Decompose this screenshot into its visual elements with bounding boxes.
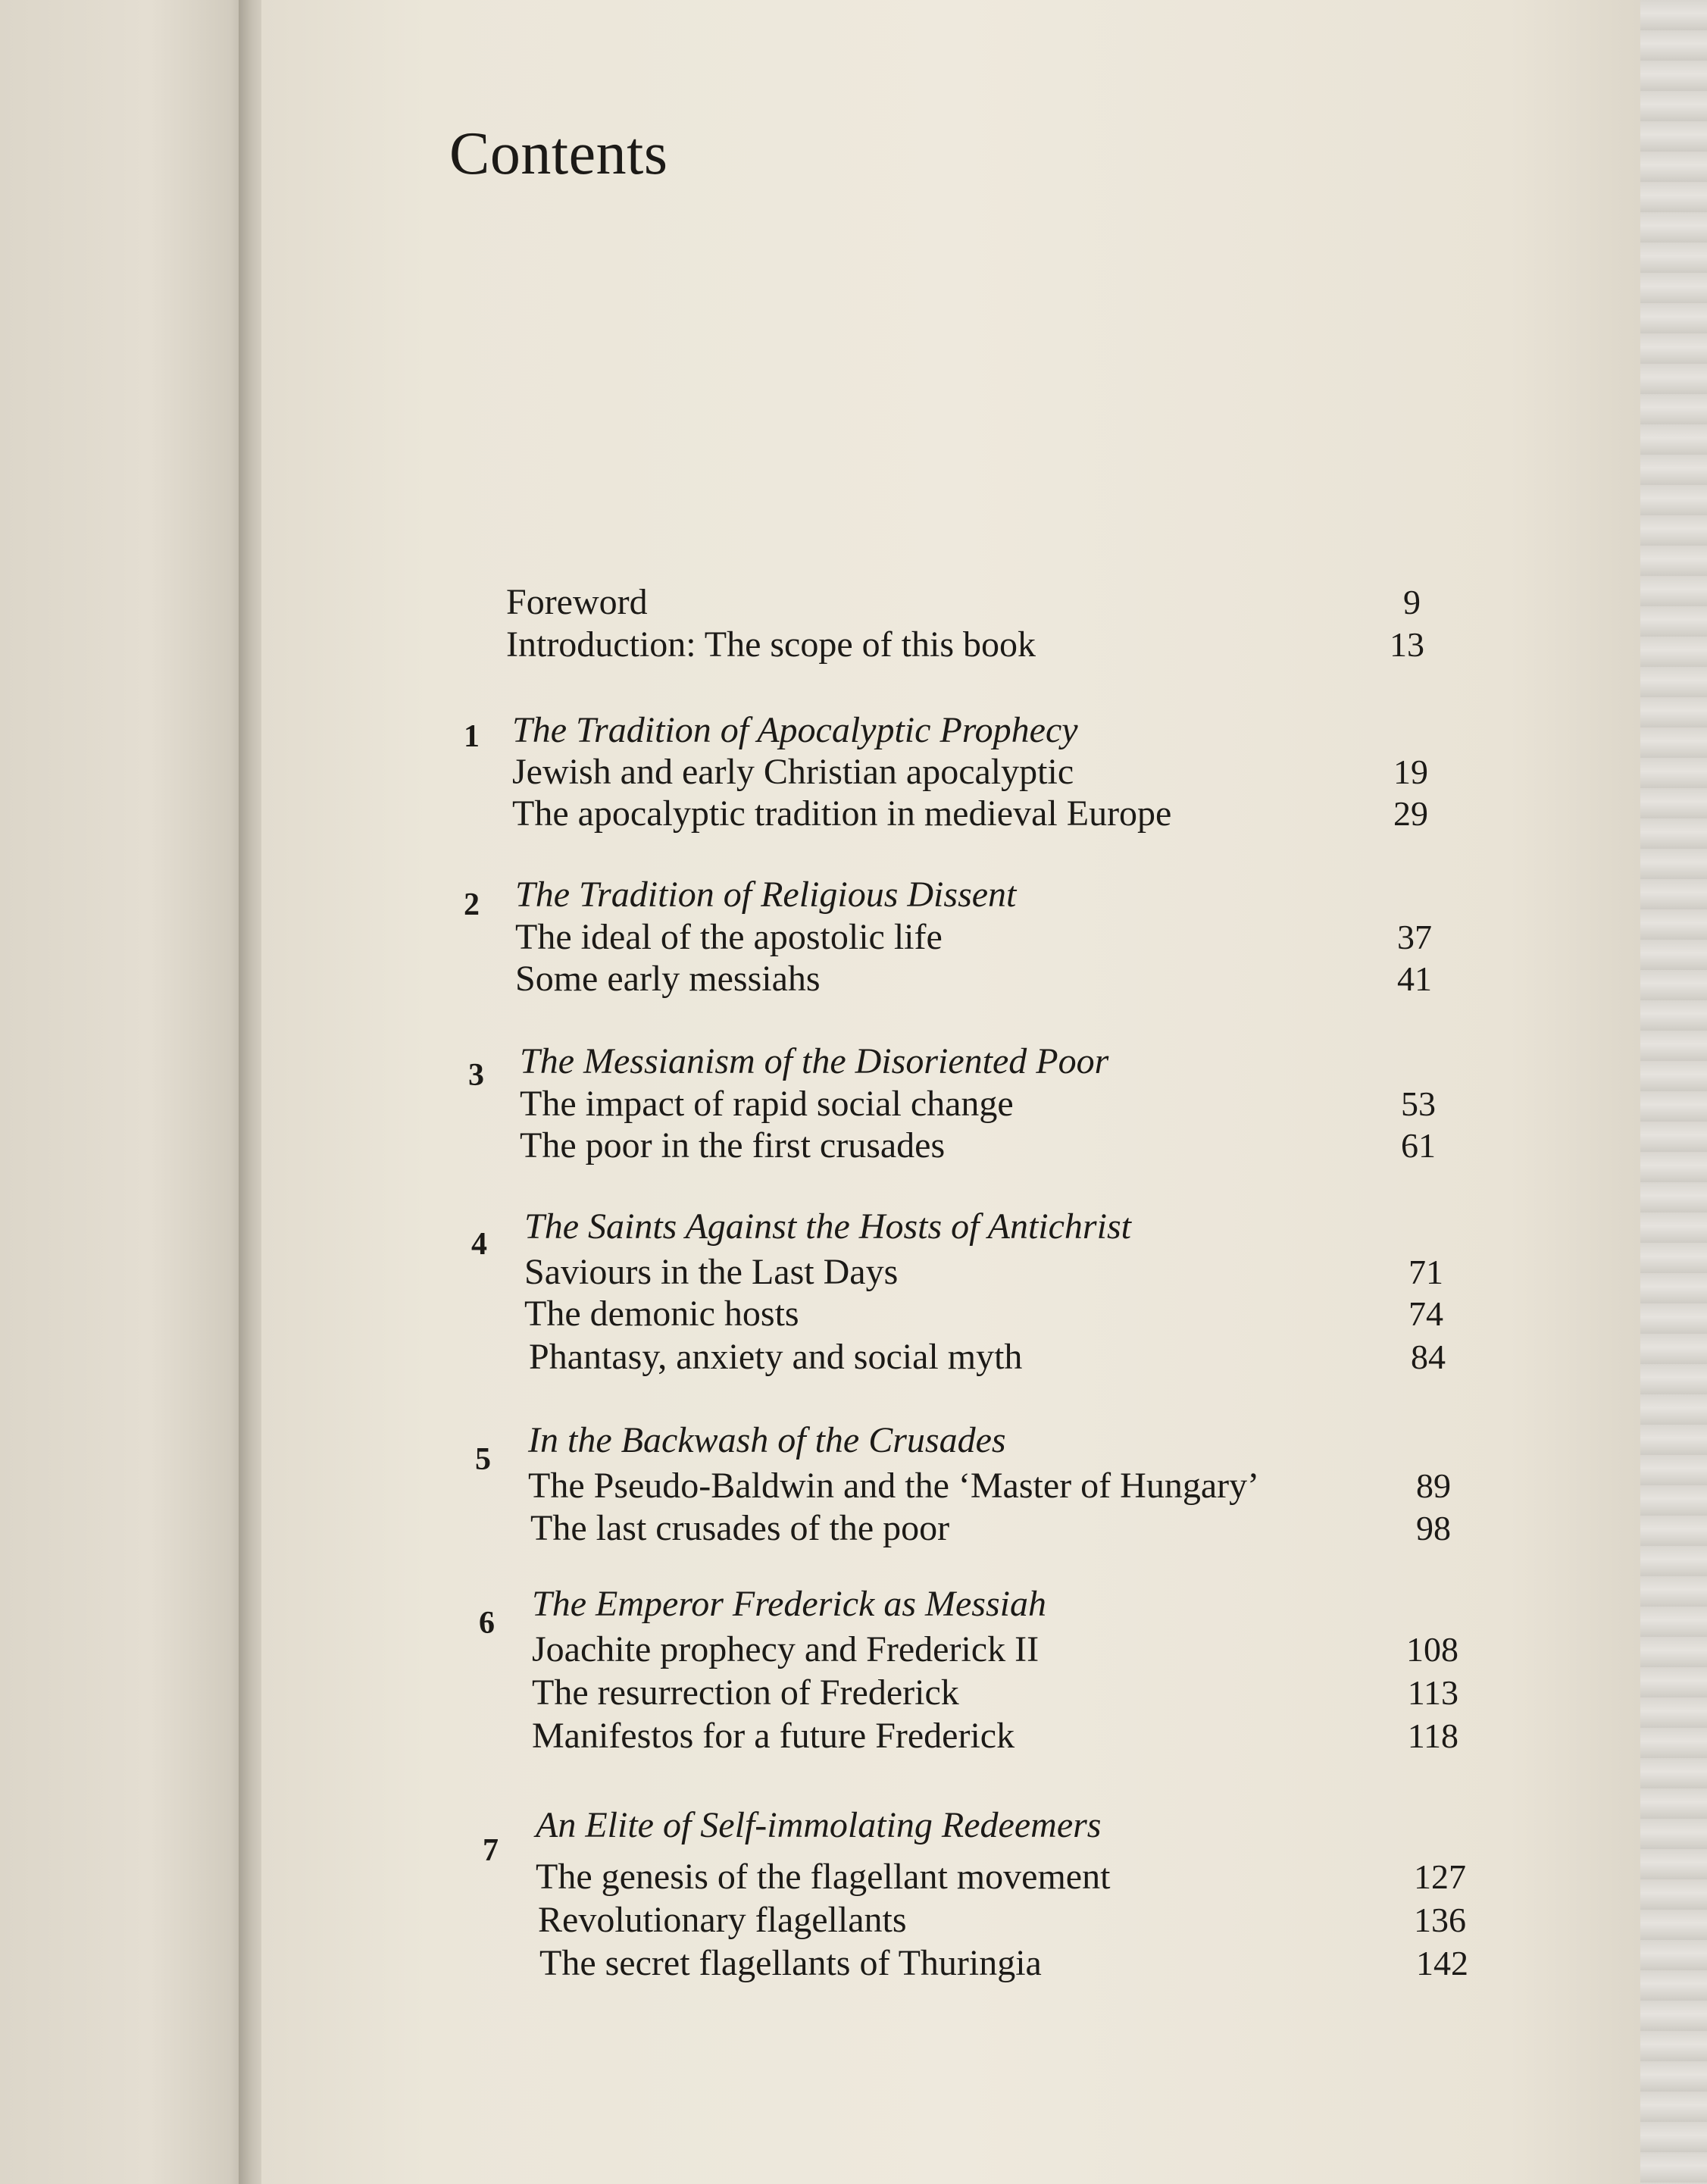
entry-label: Jewish and early Christian apocalyptic [512, 752, 1074, 792]
chapter-heading [524, 1205, 1515, 1249]
page-number: 127 [1414, 1857, 1466, 1896]
toc-entry [538, 1898, 1466, 1942]
page-number: 98 [1416, 1509, 1451, 1547]
page-number: 89 [1416, 1466, 1451, 1505]
chapter-number: 7 [483, 1833, 499, 1868]
entry-label: The resurrection of Frederick [532, 1672, 959, 1713]
page-number: 136 [1414, 1901, 1466, 1939]
entry-label: The last crusades of the poor [530, 1508, 950, 1548]
toc-entry [532, 1628, 1458, 1672]
toc-entry [520, 1082, 1436, 1126]
toc-entry-foreword [506, 580, 1421, 624]
toc-entry [539, 1942, 1468, 1985]
entry-label: Phantasy, anxiety and social myth [529, 1337, 1023, 1377]
page-number: 13 [1390, 625, 1424, 664]
toc-entry [512, 750, 1428, 794]
chapter-heading [536, 1804, 1515, 1848]
page-number: 74 [1408, 1294, 1443, 1333]
toc-entry [536, 1855, 1466, 1899]
chapter-number: 5 [475, 1442, 491, 1477]
page-number: 118 [1407, 1716, 1458, 1755]
chapter-number: 4 [471, 1227, 487, 1262]
entry-label: Joachite prophecy and Frederick II [532, 1629, 1040, 1669]
chapter-heading [512, 709, 1515, 753]
entry-label: Introduction: The scope of this book [506, 624, 1036, 665]
page-number: 61 [1401, 1126, 1436, 1165]
toc-entry [532, 1714, 1458, 1758]
toc-entry [520, 1124, 1436, 1168]
toc-entry [515, 915, 1432, 959]
entry-label: Saviours in the Last Days [524, 1252, 899, 1292]
chapter-heading [520, 1040, 1515, 1084]
page-number: 53 [1401, 1084, 1436, 1123]
entry-label: Revolutionary flagellants [538, 1900, 907, 1940]
entry-label: The impact of rapid social change [520, 1084, 1014, 1124]
page-number: 29 [1393, 794, 1428, 833]
page-number: 9 [1403, 583, 1421, 621]
chapter-number: 2 [464, 887, 480, 922]
chapter-title: The Saints Against the Hosts of Antichrist [524, 1206, 1131, 1247]
entry-label: The poor in the first crusades [520, 1125, 946, 1166]
chapter-title: The Tradition of Religious Dissent [515, 875, 1017, 915]
chapter-heading [532, 1582, 1515, 1626]
entry-label: The Pseudo-Baldwin and the ‘Master of Hungary’ [528, 1466, 1260, 1506]
chapter-number: 6 [479, 1606, 495, 1641]
entry-label: The ideal of the apostolic life [515, 917, 943, 957]
toc-entry [530, 1507, 1451, 1550]
chapter-heading [515, 873, 1515, 917]
page-number: 84 [1411, 1338, 1446, 1376]
chapter-title: In the Backwash of the Crusades [528, 1420, 1006, 1460]
chapter-title: The Emperor Frederick as Messiah [532, 1584, 1046, 1624]
entry-label: The demonic hosts [524, 1294, 799, 1334]
entry-label: The genesis of the flagellant movement [536, 1857, 1111, 1897]
entry-label: The secret flagellants of Thuringia [539, 1943, 1042, 1983]
toc-entry [524, 1250, 1443, 1294]
toc-entry [515, 957, 1432, 1001]
entry-label: Manifestos for a future Frederick [532, 1716, 1015, 1756]
entry-label: The apocalyptic tradition in medieval Europe [512, 793, 1172, 834]
page-number: 142 [1416, 1944, 1468, 1982]
page-number: 37 [1397, 918, 1432, 956]
page-number: 108 [1406, 1630, 1458, 1669]
chapter-number: 1 [464, 719, 480, 754]
toc-entry [524, 1292, 1443, 1336]
page-number: 41 [1397, 959, 1432, 998]
chapter-number: 3 [468, 1058, 484, 1093]
toc-entry [512, 792, 1428, 836]
page-number: 113 [1407, 1673, 1458, 1712]
toc-entry [532, 1671, 1458, 1715]
chapter-title: An Elite of Self-immolating Redeemers [536, 1805, 1102, 1845]
toc-entry [528, 1464, 1451, 1508]
page-number: 19 [1393, 753, 1428, 791]
entry-label: Foreword [506, 582, 648, 622]
page-title: Contents [449, 120, 668, 187]
chapter-title: The Messianism of the Disoriented Poor [520, 1041, 1109, 1081]
chapter-heading [528, 1419, 1515, 1463]
toc-entry [529, 1335, 1446, 1379]
toc-entry-introduction-the-sco [506, 623, 1424, 667]
chapter-title: The Tradition of Apocalyptic Prophecy [512, 710, 1078, 750]
page-number: 71 [1408, 1253, 1443, 1291]
entry-label: Some early messiahs [515, 959, 821, 999]
